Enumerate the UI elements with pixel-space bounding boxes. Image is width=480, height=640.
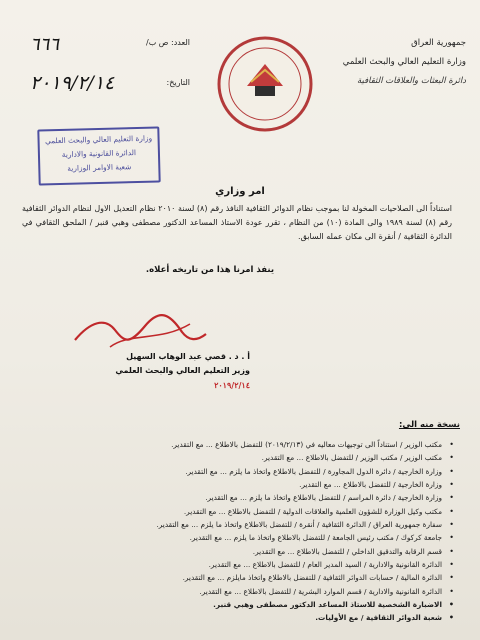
signatory-name: أ . د . قصي عبد الوهاب السهيل (126, 352, 250, 361)
list-item: • مكتب الوزير / استناداً الى توجيهات معاليه في (٢٠١٩/٢/١٣) للتفضل بالاطلاع ... مع التقدير. (56, 438, 456, 451)
ministry-name: وزارة التعليم العالي والبحث العلمي (342, 57, 466, 67)
country-name: جمهورية العراق (411, 38, 466, 48)
list-item: • الدائرة المالية / حسابات الدوائر الثقافية / للتفضل بالاطلاع واتخاذ مايلزم ... مع التقدير. (56, 571, 456, 584)
list-item: • الاضبارة الشخصية للاستاذ المساعد الدكتور مصطفى وهبي قنبر. (56, 598, 456, 611)
list-item: • مكتب وكيل الوزارة للشؤون العلمية والعلاقات الدولية / للتفضل بالاطلاع ... مع التقدير. (56, 505, 456, 518)
copies-heading: نسخة منه الى: (398, 420, 460, 430)
ministry-stamp (37, 126, 160, 185)
handwritten-signature (70, 312, 210, 352)
signature-block (80, 350, 250, 392)
execution-clause: ينفذ امرنا هذا من تاريخه أعلاه. (145, 265, 275, 275)
list-item: • وزارة الخارجية / دائرة المراسم / للتفضل بالاطلاع واتخاذ ما يلزم ... مع التقدير. (56, 491, 456, 504)
list-item: • مكتب الوزير / مكتب الوزير / للتفضل بالاطلاع ... مع التقدير. (56, 451, 456, 464)
department-name: دائرة البعثات والعلاقات الثقافية (356, 76, 466, 86)
list-item: • وزارة الخارجية / للتفضل بالاطلاع ... مع التقدير. (56, 478, 456, 491)
letterhead-right (331, 34, 466, 91)
stamp-line: شعبة الاوامر الوزارية (67, 162, 132, 173)
distribution-list (56, 438, 456, 625)
date-value: ٢٠١٩/٢/١٤ (30, 72, 115, 94)
document-title: امر وزاري (215, 186, 265, 197)
reference-block (30, 34, 190, 98)
signature-date: ٢٠١٩/٢/١٤ (214, 380, 250, 390)
list-item: • الدائرة القانونية والادارية / قسم الموارد البشرية / للتفضل بالاطلاع ... مع التقدير. (56, 585, 456, 598)
list-item: • سفارة جمهورية العراق / الدائرة الثقافية / أنقرة / للتفضل بالاطلاع واتخاذ ما يلزم ... مع التقدير. (56, 518, 456, 531)
list-item: • وزارة الخارجية / دائرة الدول المجاورة / للتفضل بالاطلاع واتخاذ ما يلزم ... مع التقدير. (56, 465, 456, 478)
list-item: • الدائرة القانونية والادارية / السيد المدير العام / للتفضل بالاطلاع ... مع التقدير. (56, 558, 456, 571)
signatory-title: وزير التعليم العالي والبحث العلمي (115, 366, 250, 375)
date-label: التاريخ: (166, 78, 190, 87)
ministry-logo (215, 34, 315, 134)
number-value: ٦٦٦ (30, 34, 60, 55)
number-label: العدد: ص ب/ (146, 38, 190, 47)
list-item: • جامعة كركوك / مكتب رئيس الجامعة / للتفضل بالاطلاع واتخاذ ما يلزم ... مع التقدير. (56, 531, 456, 544)
order-body (22, 202, 452, 245)
stamp-line: وزارة التعليم العالي والبحث العلمي (44, 133, 153, 146)
stamp-line: الدائرة القانونية والادارية (61, 148, 137, 159)
order-paragraph: استناداً الى الصلاحيات المخولة لنا بموجب نظام الدوائر الثقافية النافذ رقم (٨) لسنة ٢٠١٠ نظام التعديل الاول لنظام الدوائر الثقافية رقم (٨) لسنة ١٩٨٩ والى المادة (١٠) من النظام ، تقرر عودة الاستاذ المساعد الدكتور مصطفى وهبي قنبر / الملحق الثقافي في الدائرة الثقافية / أنقرة الى مكان عمله السابق. (22, 204, 453, 242)
list-item: • شعبة الدوائر الثقافية / مع الأوليات. (56, 611, 456, 624)
list-item: • قسم الرقابة والتدقيق الداخلي / للتفضل بالاطلاع ... مع التقدير. (56, 545, 456, 558)
